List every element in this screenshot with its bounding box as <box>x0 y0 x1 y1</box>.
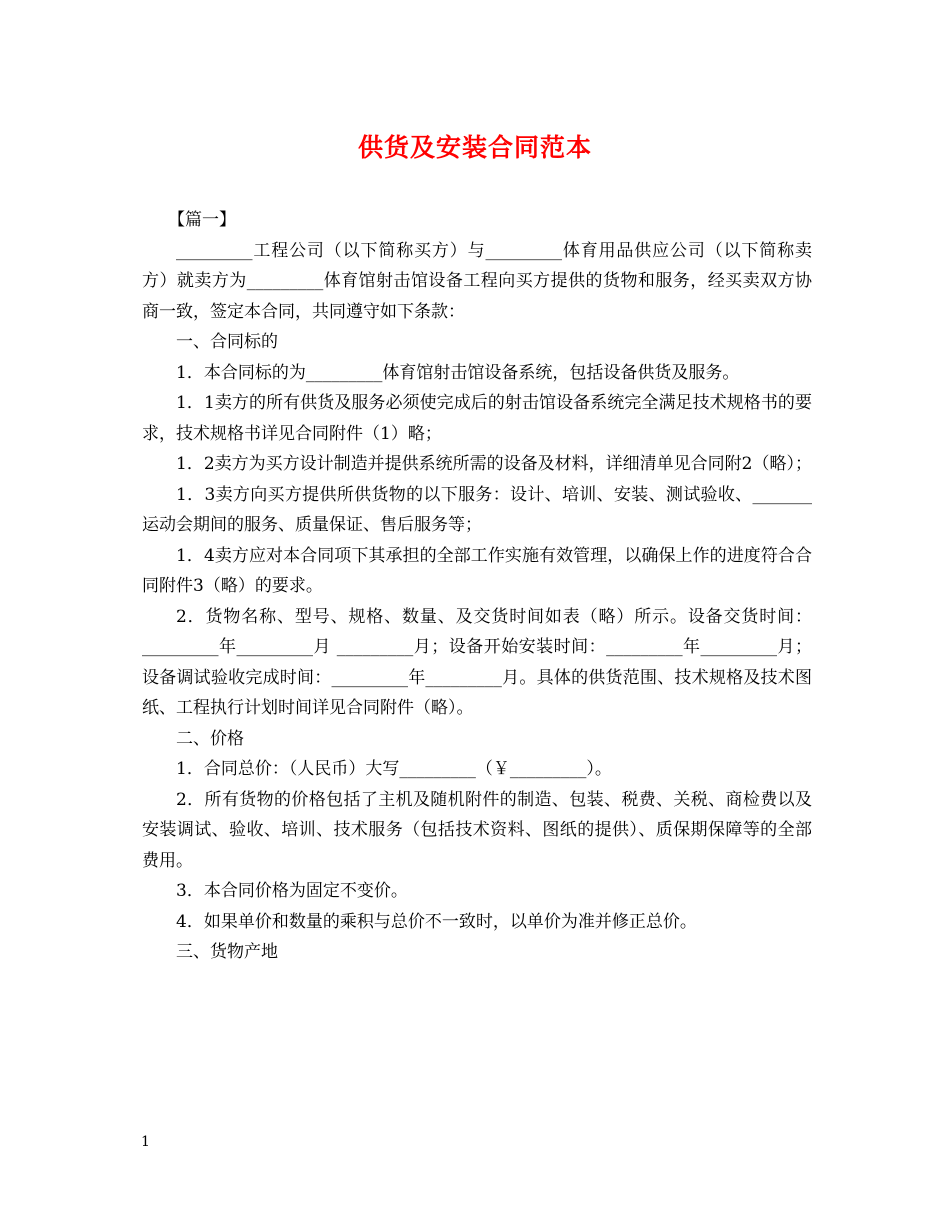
section-label: 【篇一】 <box>168 210 236 230</box>
heading-origin: 三、货物产地 <box>176 942 278 962</box>
paragraph-price-4: 4．如果单价和数量的乘积与总价不一致时，以单价为准并修正总价。 <box>176 911 697 932</box>
paragraph-preamble: _________工程公司（以下简称买方）与_________体育用品供应公司（以下简称卖方）就卖方为_________体育馆射击馆设备工程向买方提供的货物和服务，经买卖双方协商一致，签定本合同，共同遵守如下条款： <box>142 240 812 322</box>
paragraph-subject-1-2: 1．2卖方为买方设计制造并提供系统所需的设备及材料，详细清单见合同附2（略）； <box>176 454 812 474</box>
paragraph-price-1: 1．合同总价：（人民币）大写_________（￥_________）。 <box>176 759 612 779</box>
paragraph-subject-2: 2．货物名称、型号、规格、数量、及交货时间如表（略）所示。设备交货时间：_________年_________月 _________月；设备开始安装时间：_________年_________月；设备调试验收完成时间：_________年_________月。具体的供货范围、技术规格及技术图纸、工程执行计划时间详见合同附件（略）。 <box>142 606 812 718</box>
paragraph-price-2: 2．所有货物的价格包括了主机及随机附件的制造、包装、税费、关税、商检费以及安装调试、验收、培训、技术服务（包括技术资料、图纸的提供）、质保期保障等的全部费用。 <box>142 789 812 871</box>
paragraph-subject-1-1: 1．1卖方的所有供货及服务必须使完成后的射击馆设备系统完全满足技术规格书的要求，技术规格书详见合同附件（1）略； <box>142 393 812 444</box>
paragraph-subject-1: 1．本合同标的为_________体育馆射击馆设备系统，包括设备供货及服务。 <box>176 362 740 383</box>
heading-price: 二、价格 <box>176 728 244 749</box>
document-body <box>142 205 812 968</box>
heading-contract-subject: 一、合同标的 <box>176 332 278 352</box>
page-number: 1 <box>141 1134 150 1150</box>
paragraph-subject-1-4: 1．4卖方应对本合同项下其承担的全部工作实施有效管理，以确保上作的进度符合合同附件3（略）的要求。 <box>142 545 812 596</box>
paragraph-price-3: 3．本合同价格为固定不变价。 <box>176 881 408 901</box>
document-title: 供货及安装合同范本 <box>357 133 592 162</box>
paragraph-subject-1-3: 1．3卖方向买方提供所供货物的以下服务：设计、培训、安装、测试验收、_______运动会期间的服务、质量保证、售后服务等； <box>142 484 812 535</box>
